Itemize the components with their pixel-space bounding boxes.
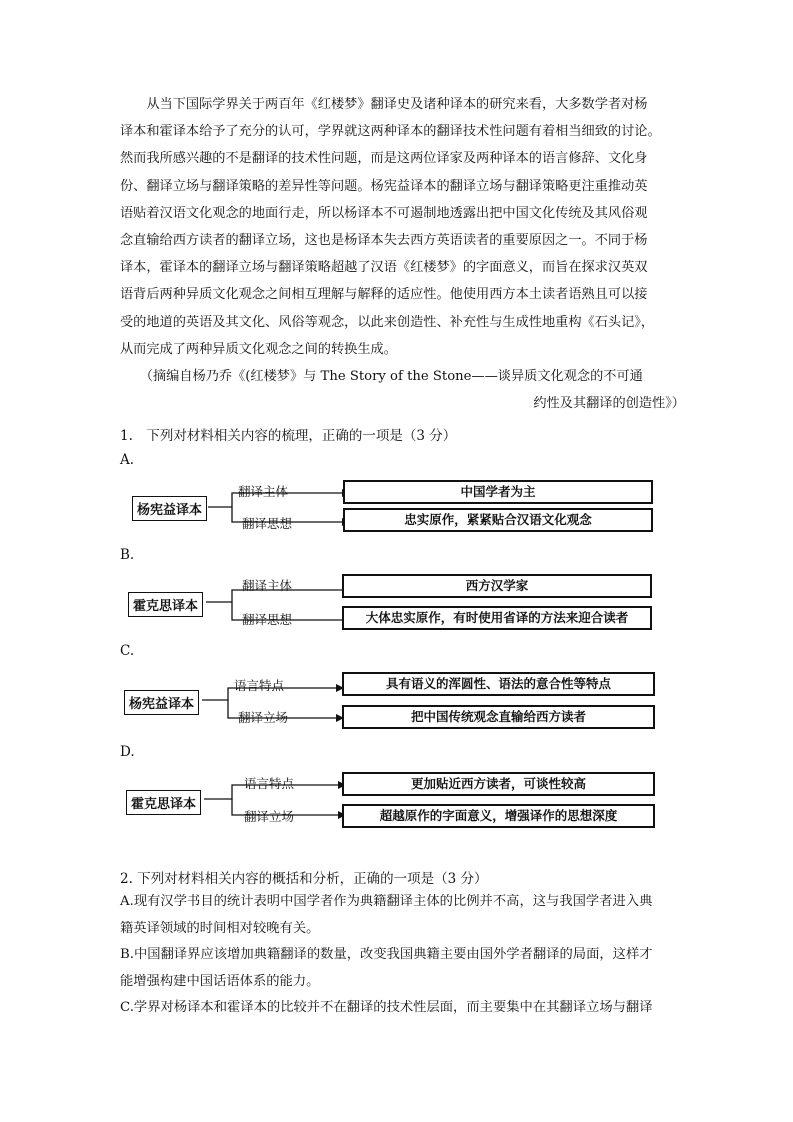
target-box: 西方汉学家 [342, 574, 652, 598]
option-d-diagram [120, 770, 680, 840]
branch-label: 翻译思想 [242, 612, 293, 627]
target-box: 超越原作的字面意义，增强译作的思想深度 [342, 804, 655, 828]
target-box: 把中国传统观念直输给西方读者 [342, 705, 655, 729]
option-a-diagram [120, 476, 680, 546]
option-c-diagram [120, 670, 680, 740]
target-box: 忠实原作，紧紧贴合汉语文化观念 [343, 508, 653, 532]
passage-line: 念直输给西方读者的翻译立场，这也是杨译本失去西方英语读者的重要原因之一。不同于杨 [120, 232, 648, 248]
branch-label: 语言特点 [244, 776, 295, 791]
passage-line: 语贴着汉语文化观念的地面行走，所以杨译本不可遏制地透露出把中国文化传统及其风俗观 [120, 205, 648, 221]
question-2: 2. 下列对材料相关内容的概括和分析，正确的一项是（3 分） [120, 871, 488, 887]
passage-line: 从当下国际学界关于两百年《红楼梦》翻译史及诸种译本的研究来看，大多数学者对杨 [120, 97, 648, 112]
question-1: 1. 下列对材料相关内容的梳理，正确的一项是（3 分） [120, 428, 457, 444]
option-b-diagram [120, 572, 680, 642]
option-line: 籍英译领域的时间相对较晚有关。 [120, 920, 320, 936]
passage-line: 译本和霍译本给予了充分的认可，学界就这两种译本的翻译技术性问题有着相当细致的讨论。 [120, 124, 661, 140]
option-line: A.现有汉学书目的统计表明中国学者作为典籍翻译主体的比例并不高，这与我国学者进入典 [120, 894, 653, 909]
option-line: 能增强构建中国话语体系的能力。 [120, 973, 320, 989]
branch-label: 语言特点 [234, 678, 285, 693]
root-box: 霍克思译本 [128, 592, 203, 617]
branch-label: 翻译思想 [242, 516, 293, 531]
target-box: 中国学者为主 [343, 480, 653, 504]
branch-label: 翻译主体 [242, 578, 293, 593]
target-box: 大体忠实原作，有时使用省译的方法来迎合读者 [342, 606, 652, 630]
source-citation-cont: 约性及其翻译的创造性》） [533, 396, 685, 412]
option-b-letter: B. [120, 547, 135, 563]
passage [120, 91, 685, 417]
passage-line: 语背后两种异质文化观念之间相互理解与解释的适应性。他使用西方本土读者语熟且可以接 [120, 287, 648, 303]
root-box: 杨宪益译本 [132, 496, 207, 521]
branch-label: 翻译立场 [238, 710, 289, 725]
option-line: C.学界对杨译本和霍译本的比较并不在翻译的技术性层面，而主要集中在其翻译立场与翻译 [120, 1000, 653, 1015]
passage-line: 份、翻译立场与翻译策略的差异性等问题。杨宪益译本的翻译立场与翻译策略更注重推动英 [120, 178, 648, 194]
branch-label: 翻译主体 [238, 484, 289, 499]
option-line: B.中国翻译界应该增加典籍翻译的数量，改变我国典籍主要由国外学者翻译的局面，这样才 [120, 947, 653, 962]
option-a-letter: A. [120, 452, 135, 468]
target-box: 更加贴近西方读者，可谈性较高 [342, 772, 655, 796]
passage-line: 受的地道的英语及其文化、风俗等观念，以此来创造性、补充性与生成性地重构《石头记》， [120, 314, 655, 330]
option-c-letter: C. [120, 643, 135, 659]
passage-line: 从而完成了两种异质文化观念之间的转换生成。 [120, 341, 397, 357]
source-citation: （摘编自杨乃乔《(红楼梦》与 The Story of the Stone——谈异质文化观念的不可通 [120, 368, 643, 384]
passage-line: 然而我所感兴趣的不是翻译的技术性问题，而是这两位译家及两种译本的语言修辞、文化身 [120, 151, 648, 167]
branch-label: 翻译立场 [244, 809, 295, 824]
target-box: 具有语义的浑圆性、语法的意合性等特点 [342, 672, 655, 696]
root-box: 杨宪益译本 [124, 690, 199, 715]
option-d-letter: D. [120, 744, 135, 760]
passage-line: 译本，霍译本的翻译立场与翻译策略超越了汉语《红楼梦》的字面意义，而旨在探求汉英双 [120, 260, 648, 276]
root-box: 霍克思译本 [126, 790, 201, 815]
question-2-options [120, 889, 680, 1022]
